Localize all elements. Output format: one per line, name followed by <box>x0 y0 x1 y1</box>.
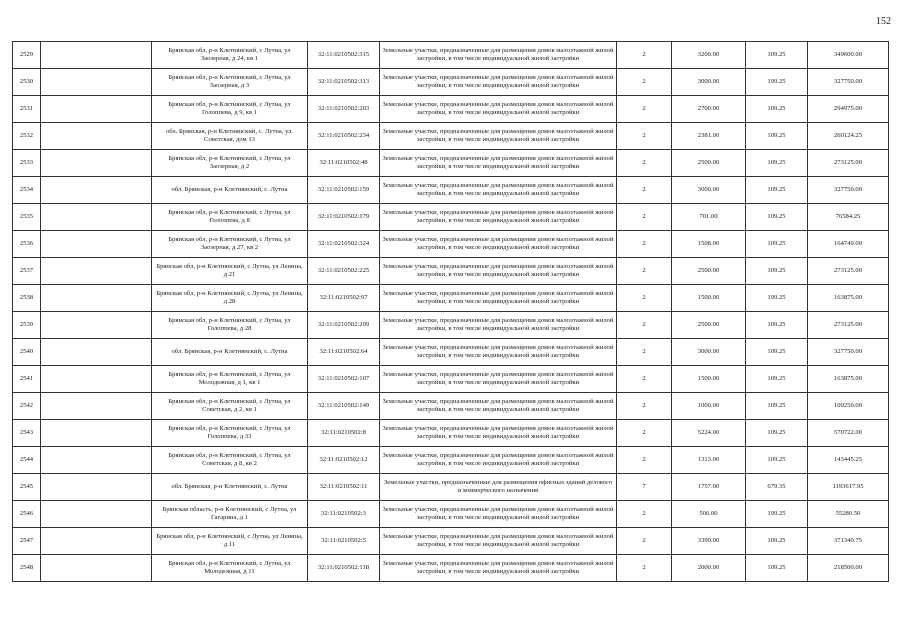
cadastral-number-cell: 32:11:0210502:315 <box>308 42 380 69</box>
area-cell: 2381.00 <box>672 123 746 150</box>
table-row <box>13 339 889 366</box>
row-number-cell: 2546 <box>13 501 41 528</box>
address-cell: Брянская обл, р-н Клетнянский, с Лутна, ул Голоппева, д 8 <box>152 204 308 231</box>
address-cell: обл. Брянская, р-н Клетнянский, с. Лутна <box>152 339 308 366</box>
cadastral-number-cell: 32:11:0210502:8 <box>308 420 380 447</box>
category-cell: 7 <box>617 474 672 501</box>
row-number-cell: 2542 <box>13 393 41 420</box>
cadastral-value-cell: 109250.00 <box>808 393 889 420</box>
address-cell: обл. Брянская, р-н Клетнянский, с. Лутна <box>152 474 308 501</box>
land-use-cell: Земельные участки, предназначенные для размещения домов малоэтажной жилой застройки, в том числе индивидуальной жилой застройки <box>380 366 617 393</box>
address-cell: обл. Брянская, р-н Клетнянский, с. Лутна, ул. Советская, дом 13 <box>152 123 308 150</box>
row-number-cell: 2538 <box>13 285 41 312</box>
address-cell: Брянская обл, р-н Клетнянский, с Лутна, ул Ленина, д 28 <box>152 285 308 312</box>
cadastral-number-cell: 32:11:0210502:3 <box>308 501 380 528</box>
cadastral-value-cell: 327750.00 <box>808 69 889 96</box>
category-cell: 2 <box>617 123 672 150</box>
cadastral-number-cell: 32:11:0210502:159 <box>308 177 380 204</box>
spacer-cell <box>41 447 152 474</box>
table-row <box>13 393 889 420</box>
table-row <box>13 96 889 123</box>
land-use-cell: Земельные участки, предназначенные для размещения домов малоэтажной жилой застройки, в том числе индивидуальной жилой застройки <box>380 258 617 285</box>
cadastral-number-cell: 32:11:0210502:12 <box>308 447 380 474</box>
category-cell: 2 <box>617 312 672 339</box>
address-cell: Брянская обл, р-н Клетнянский, с Лутна, ул Голоппева, д 33 <box>152 420 308 447</box>
row-number-cell: 2532 <box>13 123 41 150</box>
rate-cell: 109.25 <box>746 96 808 123</box>
address-cell: Брянская обл, р-н Клетнянский, с Лутна, ул Заозерная, д 3 <box>152 69 308 96</box>
category-cell: 2 <box>617 555 672 582</box>
area-cell: 1500.00 <box>672 366 746 393</box>
rate-cell: 109.25 <box>746 447 808 474</box>
table-row <box>13 231 889 258</box>
cadastral-number-cell: 32:11:0210502:48 <box>308 150 380 177</box>
cadastral-value-cell: 163875.00 <box>808 285 889 312</box>
cadastral-number-cell: 32:11:0210502:179 <box>308 204 380 231</box>
address-cell: Брянская обл, р-н Клетнянский, с Лутна, ул Заозерная, д 2 <box>152 150 308 177</box>
address-cell: Брянская область, р-н Клетнянский, с Лутна, ул Гагарина, д 1 <box>152 501 308 528</box>
category-cell: 2 <box>617 366 672 393</box>
category-cell: 2 <box>617 204 672 231</box>
rate-cell: 109.25 <box>746 501 808 528</box>
row-number-cell: 2541 <box>13 366 41 393</box>
category-cell: 2 <box>617 177 672 204</box>
spacer-cell <box>41 258 152 285</box>
rate-cell: 109.25 <box>746 312 808 339</box>
area-cell: 3200.00 <box>672 42 746 69</box>
table-row <box>13 501 889 528</box>
row-number-cell: 2535 <box>13 204 41 231</box>
area-cell: 3000.00 <box>672 339 746 366</box>
cadastral-number-cell: 32:11:0210502:64 <box>308 339 380 366</box>
rate-cell: 109.25 <box>746 258 808 285</box>
rate-cell: 679.35 <box>746 474 808 501</box>
row-number-cell: 2531 <box>13 96 41 123</box>
rate-cell: 109.25 <box>746 366 808 393</box>
table-row <box>13 528 889 555</box>
table-row <box>13 150 889 177</box>
address-cell: Брянская обл, р-н Клетнянский, с Лутна, ул Молодежная, д 11 <box>152 555 308 582</box>
area-cell: 1508.00 <box>672 231 746 258</box>
cadastral-number-cell: 32:11:0210502:313 <box>308 69 380 96</box>
rate-cell: 109.25 <box>746 177 808 204</box>
land-use-cell: Земельные участки, предназначенные для размещения домов малоэтажной жилой застройки, в том числе индивидуальной жилой застройки <box>380 231 617 258</box>
area-cell: 3000.00 <box>672 69 746 96</box>
spacer-cell <box>41 204 152 231</box>
cadastral-value-cell: 143445.25 <box>808 447 889 474</box>
row-number-cell: 2539 <box>13 312 41 339</box>
cadastral-value-cell: 273125.00 <box>808 258 889 285</box>
area-cell: 701.00 <box>672 204 746 231</box>
cadastral-value-cell: 371340.75 <box>808 528 889 555</box>
category-cell: 2 <box>617 231 672 258</box>
spacer-cell <box>41 96 152 123</box>
table-row <box>13 555 889 582</box>
land-use-cell: Земельные участки, предназначенные для размещения домов малоэтажной жилой застройки, в том числе индивидуальной жилой застройки <box>380 204 617 231</box>
category-cell: 2 <box>617 339 672 366</box>
cadastral-value-cell: 76584.25 <box>808 204 889 231</box>
land-use-cell: Земельные участки, предназначенные для размещения домов малоэтажной жилой застройки, в том числе индивидуальной жилой застройки <box>380 285 617 312</box>
land-use-cell: Земельные участки, предназначенные для размещения домов малоэтажной жилой застройки, в том числе индивидуальной жилой застройки <box>380 123 617 150</box>
address-cell: Брянская обл, р-н Клетнянский, с Лутна, ул Голоппева, д 28 <box>152 312 308 339</box>
land-use-cell: Земельные участки, предназначенные для размещения домов малоэтажной жилой застройки, в том числе индивидуальной жилой застройки <box>380 312 617 339</box>
category-cell: 2 <box>617 96 672 123</box>
area-cell: 2500.00 <box>672 258 746 285</box>
cadastral-value-cell: 294975.00 <box>808 96 889 123</box>
rate-cell: 109.25 <box>746 393 808 420</box>
area-cell: 2700.00 <box>672 96 746 123</box>
area-cell: 2000.00 <box>672 555 746 582</box>
area-cell: 2500.00 <box>672 312 746 339</box>
spacer-cell <box>41 528 152 555</box>
rate-cell: 109.25 <box>746 285 808 312</box>
cadastral-number-cell: 32:11:0210502:324 <box>308 231 380 258</box>
cadastral-value-cell: 163875.00 <box>808 366 889 393</box>
cadastral-value-cell: 349600.00 <box>808 42 889 69</box>
area-cell: 3399.00 <box>672 528 746 555</box>
table-row <box>13 123 889 150</box>
category-cell: 2 <box>617 420 672 447</box>
row-number-cell: 2530 <box>13 69 41 96</box>
spacer-cell <box>41 42 152 69</box>
table-row <box>13 312 889 339</box>
cadastral-number-cell: 32:11:0210502:149 <box>308 393 380 420</box>
rate-cell: 109.25 <box>746 231 808 258</box>
row-number-cell: 2545 <box>13 474 41 501</box>
cadastral-value-cell: 1193617.95 <box>808 474 889 501</box>
row-number-cell: 2540 <box>13 339 41 366</box>
land-use-cell: Земельные участки, предназначенные для размещения домов малоэтажной жилой застройки, в том числе индивидуальной жилой застройки <box>380 339 617 366</box>
table-row <box>13 474 889 501</box>
category-cell: 2 <box>617 501 672 528</box>
page-number: 152 <box>876 16 891 27</box>
rate-cell: 109.25 <box>746 528 808 555</box>
cadastral-value-cell: 273125.00 <box>808 312 889 339</box>
cadastral-value-cell: 327750.00 <box>808 177 889 204</box>
spacer-cell <box>41 69 152 96</box>
cadastral-number-cell: 32:11:0210502:118 <box>308 555 380 582</box>
address-cell: Брянская обл, р-н Клетнянский, с Лутна, ул Ленина, д 21 <box>152 258 308 285</box>
land-use-cell: Земельные участки, предназначенные для размещения домов малоэтажной жилой застройки, в том числе индивидуальной жилой застройки <box>380 501 617 528</box>
rate-cell: 109.25 <box>746 69 808 96</box>
table-row <box>13 447 889 474</box>
spacer-cell <box>41 150 152 177</box>
cadastral-value-cell: 164749.00 <box>808 231 889 258</box>
address-cell: обл. Брянская, р-н Клетнянский, с. Лутна <box>152 177 308 204</box>
cadastral-value-cell: 260124.25 <box>808 123 889 150</box>
land-use-cell: Земельные участки, предназначенные для размещения домов малоэтажной жилой застройки, в том числе индивидуальной жилой застройки <box>380 393 617 420</box>
spacer-cell <box>41 420 152 447</box>
cadastral-number-cell: 32:11:0210502:11 <box>308 474 380 501</box>
category-cell: 2 <box>617 528 672 555</box>
category-cell: 2 <box>617 150 672 177</box>
cadastral-number-cell: 32:11:0210502:5 <box>308 528 380 555</box>
land-use-cell: Земельные участки, предназначенные для размещения домов малоэтажной жилой застройки, в том числе индивидуальной жилой застройки <box>380 528 617 555</box>
spacer-cell <box>41 393 152 420</box>
cadastral-number-cell: 32:11:0210502:97 <box>308 285 380 312</box>
row-number-cell: 2534 <box>13 177 41 204</box>
table-row <box>13 285 889 312</box>
category-cell: 2 <box>617 69 672 96</box>
cadastral-value-cell: 273125.00 <box>808 150 889 177</box>
cadastral-value-cell: 570722.00 <box>808 420 889 447</box>
area-cell: 2500.00 <box>672 150 746 177</box>
rate-cell: 109.25 <box>746 204 808 231</box>
address-cell: Брянская обл, р-н Клетнянский, с Лутна, ул Советская, д 8, кв 2 <box>152 447 308 474</box>
table-body <box>13 42 889 582</box>
rate-cell: 109.25 <box>746 420 808 447</box>
spacer-cell <box>41 177 152 204</box>
spacer-cell <box>41 474 152 501</box>
category-cell: 2 <box>617 258 672 285</box>
land-use-cell: Земельные участки, предназначенные для размещения домов малоэтажной жилой застройки, в том числе индивидуальной жилой застройки <box>380 447 617 474</box>
land-use-cell: Земельные участки, предназначенные для размещения офисных зданий делового и коммерческого назначения <box>380 474 617 501</box>
table-row <box>13 42 889 69</box>
area-cell: 1757.00 <box>672 474 746 501</box>
table-row <box>13 258 889 285</box>
land-use-cell: Земельные участки, предназначенные для размещения домов малоэтажной жилой застройки, в том числе индивидуальной жилой застройки <box>380 555 617 582</box>
area-cell: 3000.00 <box>672 177 746 204</box>
area-cell: 1313.00 <box>672 447 746 474</box>
area-cell: 506.00 <box>672 501 746 528</box>
row-number-cell: 2544 <box>13 447 41 474</box>
land-use-cell: Земельные участки, предназначенные для размещения домов малоэтажной жилой застройки, в том числе индивидуальной жилой застройки <box>380 69 617 96</box>
address-cell: Брянская обл, р-н Клетнянский, с Лутна, ул Молодежная, д 1, кв 1 <box>152 366 308 393</box>
rate-cell: 109.25 <box>746 555 808 582</box>
table-row <box>13 69 889 96</box>
category-cell: 2 <box>617 393 672 420</box>
row-number-cell: 2529 <box>13 42 41 69</box>
area-cell: 5224.00 <box>672 420 746 447</box>
category-cell: 2 <box>617 42 672 69</box>
cadastral-value-cell: 218500.00 <box>808 555 889 582</box>
rate-cell: 109.25 <box>746 123 808 150</box>
table-row <box>13 420 889 447</box>
row-number-cell: 2533 <box>13 150 41 177</box>
spacer-cell <box>41 231 152 258</box>
spacer-cell <box>41 555 152 582</box>
row-number-cell: 2548 <box>13 555 41 582</box>
cadastral-number-cell: 32:11:0210502:209 <box>308 312 380 339</box>
land-use-cell: Земельные участки, предназначенные для размещения домов малоэтажной жилой застройки, в том числе индивидуальной жилой застройки <box>380 177 617 204</box>
land-use-cell: Земельные участки, предназначенные для размещения домов малоэтажной жилой застройки, в том числе индивидуальной жилой застройки <box>380 96 617 123</box>
cadastral-number-cell: 32:11:0210502:203 <box>308 96 380 123</box>
spacer-cell <box>41 285 152 312</box>
rate-cell: 109.25 <box>746 339 808 366</box>
cadastral-number-cell: 32:11:0210502:107 <box>308 366 380 393</box>
rate-cell: 109.25 <box>746 42 808 69</box>
address-cell: Брянская обл, р-н Клетнянский, с Лутна, ул Советская, д 2, кв 1 <box>152 393 308 420</box>
row-number-cell: 2536 <box>13 231 41 258</box>
area-cell: 1500.00 <box>672 285 746 312</box>
spacer-cell <box>41 312 152 339</box>
cadastral-number-cell: 32:11:0210502:234 <box>308 123 380 150</box>
land-registry-table <box>12 41 889 582</box>
address-cell: Брянская обл, р-н Клетнянский, с Лутна, ул Голоппева, д 9, кв 1 <box>152 96 308 123</box>
row-number-cell: 2547 <box>13 528 41 555</box>
cadastral-number-cell: 32:11:0210502:225 <box>308 258 380 285</box>
spacer-cell <box>41 501 152 528</box>
address-cell: Брянская обл, р-н Клетнянский, с Лутна, ул Заозерная, д 24, кв 1 <box>152 42 308 69</box>
row-number-cell: 2537 <box>13 258 41 285</box>
address-cell: Брянская обл, р-н Клетнянский, с Лутна, ул Ленина, д 11 <box>152 528 308 555</box>
address-cell: Брянская обл, р-н Клетнянский, с Лутна, ул Заозерная, д 27, кв 2 <box>152 231 308 258</box>
spacer-cell <box>41 366 152 393</box>
area-cell: 1000.00 <box>672 393 746 420</box>
cadastral-value-cell: 55280.50 <box>808 501 889 528</box>
land-use-cell: Земельные участки, предназначенные для размещения домов малоэтажной жилой застройки, в том числе индивидуальной жилой застройки <box>380 420 617 447</box>
table-row <box>13 177 889 204</box>
table-row <box>13 204 889 231</box>
spacer-cell <box>41 123 152 150</box>
category-cell: 2 <box>617 285 672 312</box>
table-row <box>13 366 889 393</box>
land-use-cell: Земельные участки, предназначенные для размещения домов малоэтажной жилой застройки, в том числе индивидуальной жилой застройки <box>380 150 617 177</box>
land-use-cell: Земельные участки, предназначенные для размещения домов малоэтажной жилой застройки, в том числе индивидуальной жилой застройки <box>380 42 617 69</box>
row-number-cell: 2543 <box>13 420 41 447</box>
spacer-cell <box>41 339 152 366</box>
cadastral-value-cell: 327750.00 <box>808 339 889 366</box>
rate-cell: 109.25 <box>746 150 808 177</box>
category-cell: 2 <box>617 447 672 474</box>
